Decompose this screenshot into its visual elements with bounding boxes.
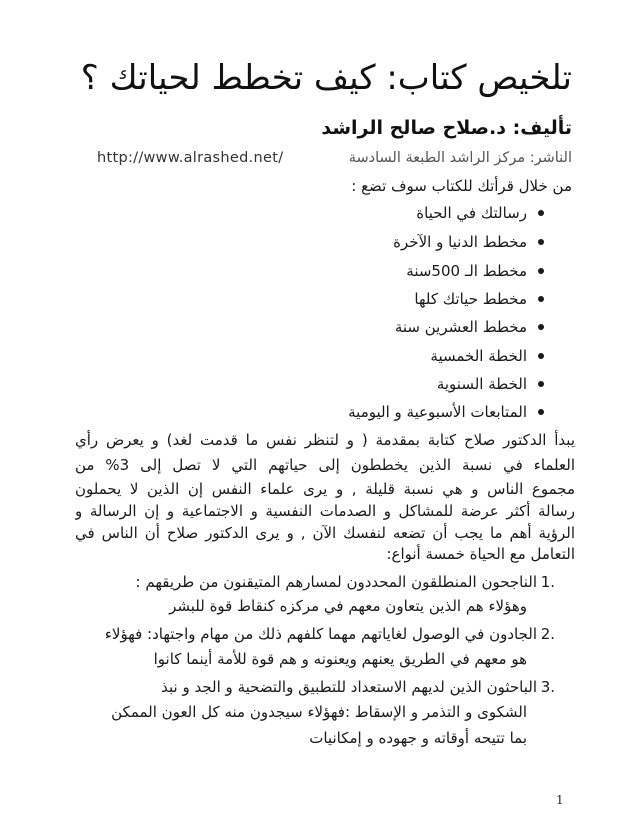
page-number: 1 [556,793,564,807]
bullet-icon [538,268,544,274]
bullet-item: مخطط العشرين سنة [394,318,527,336]
bullet-item: المتابعات الأسبوعية و اليومية [348,403,527,421]
paragraph-line: مجموع الناس و هي نسبة قليلة , و يرى علماء النفس إن الذين لا يحملون [75,480,575,498]
bullet-item: مخطط الـ 500سنة [406,262,527,280]
author-line: تأليف: د.صلاح صالح الراشد [321,117,572,139]
bullet-icon [538,381,544,387]
bullet-item: الخطة الخمسية [430,347,527,365]
bullet-icon [538,296,544,302]
list-number: 3. [540,678,555,696]
paragraph-line: رسالة أكثر عرضة للمشاكل و الصدمات النفسية و الاجتماعية و إن الرسالة و [75,502,575,520]
bullet-icon [538,353,544,359]
numbered-item-line: الناجحون المنطلقون المحددون لمسارهم المتيقنون من طريقهم : [135,573,537,591]
numbered-item-line: وهؤلاء هم الذين يتعاون معهم في مركزه كنقاط قوة للبشر [169,597,527,615]
numbered-item-line: الشكوى و التذمر و الإسقاط :فهؤلاء سيجدون منه كل العون الممكن [111,703,527,721]
numbered-item-line: الباحثون الذين لديهم الاستعداد للتطبيق والتضحية و الجد و نبذ [161,678,537,696]
bullet-item: مخطط الدنيا و الآخرة [393,233,527,251]
bullet-icon [538,324,544,330]
publisher-line: الناشر: مركز الراشد الطبعة السادسة [348,150,572,166]
numbered-item-line: الجادون في الوصول لغاياتهم مهما كلفهم ذلك من مهام واجتهاد: فهؤلاء [104,625,537,643]
list-number: 2. [540,625,555,643]
numbered-item-line: بما تتيحه أوقاته و جهوده و إمكانيات [309,729,527,747]
bullet-icon [538,210,544,216]
list-number: 1. [540,573,555,591]
paragraph-line: التعامل مع الحياة خمسة أنواع: [386,545,575,563]
publisher-url: http://www.alrashed.net/ [97,150,284,166]
bullet-item: مخطط حياتك كلها [414,290,527,308]
bullet-item: الخطة السنوية [436,375,527,393]
document-title: تلخيص كتاب: كيف تخطط لحياتك ؟ [80,58,572,98]
bullet-icon [538,239,544,245]
intro-line: من خلال قرأتك للكتاب سوف تضع : [351,177,572,195]
bullet-icon [538,409,544,415]
paragraph-line: يبدأ الدكتور صلاح كتابة بمقدمة ( و لتنظر نفس ما قدمت لغد) و يعرض رأي [75,431,575,449]
numbered-item-line: هو معهم في الطريق يعنهم ويعنونه و هم قوة للأمة أينما كانوا [153,650,527,668]
bullet-item: رسالتك في الحياة [416,204,527,222]
paragraph-line: العلماء في نسبة الذين يخططون إلى حياتهم التي لا تصل إلى 3% من [75,456,575,474]
paragraph-line: الرؤية أهم ما يجب أن تضعه لنفسك الآن , و يرى الدكتور صلاح أن الناس في [75,524,575,542]
